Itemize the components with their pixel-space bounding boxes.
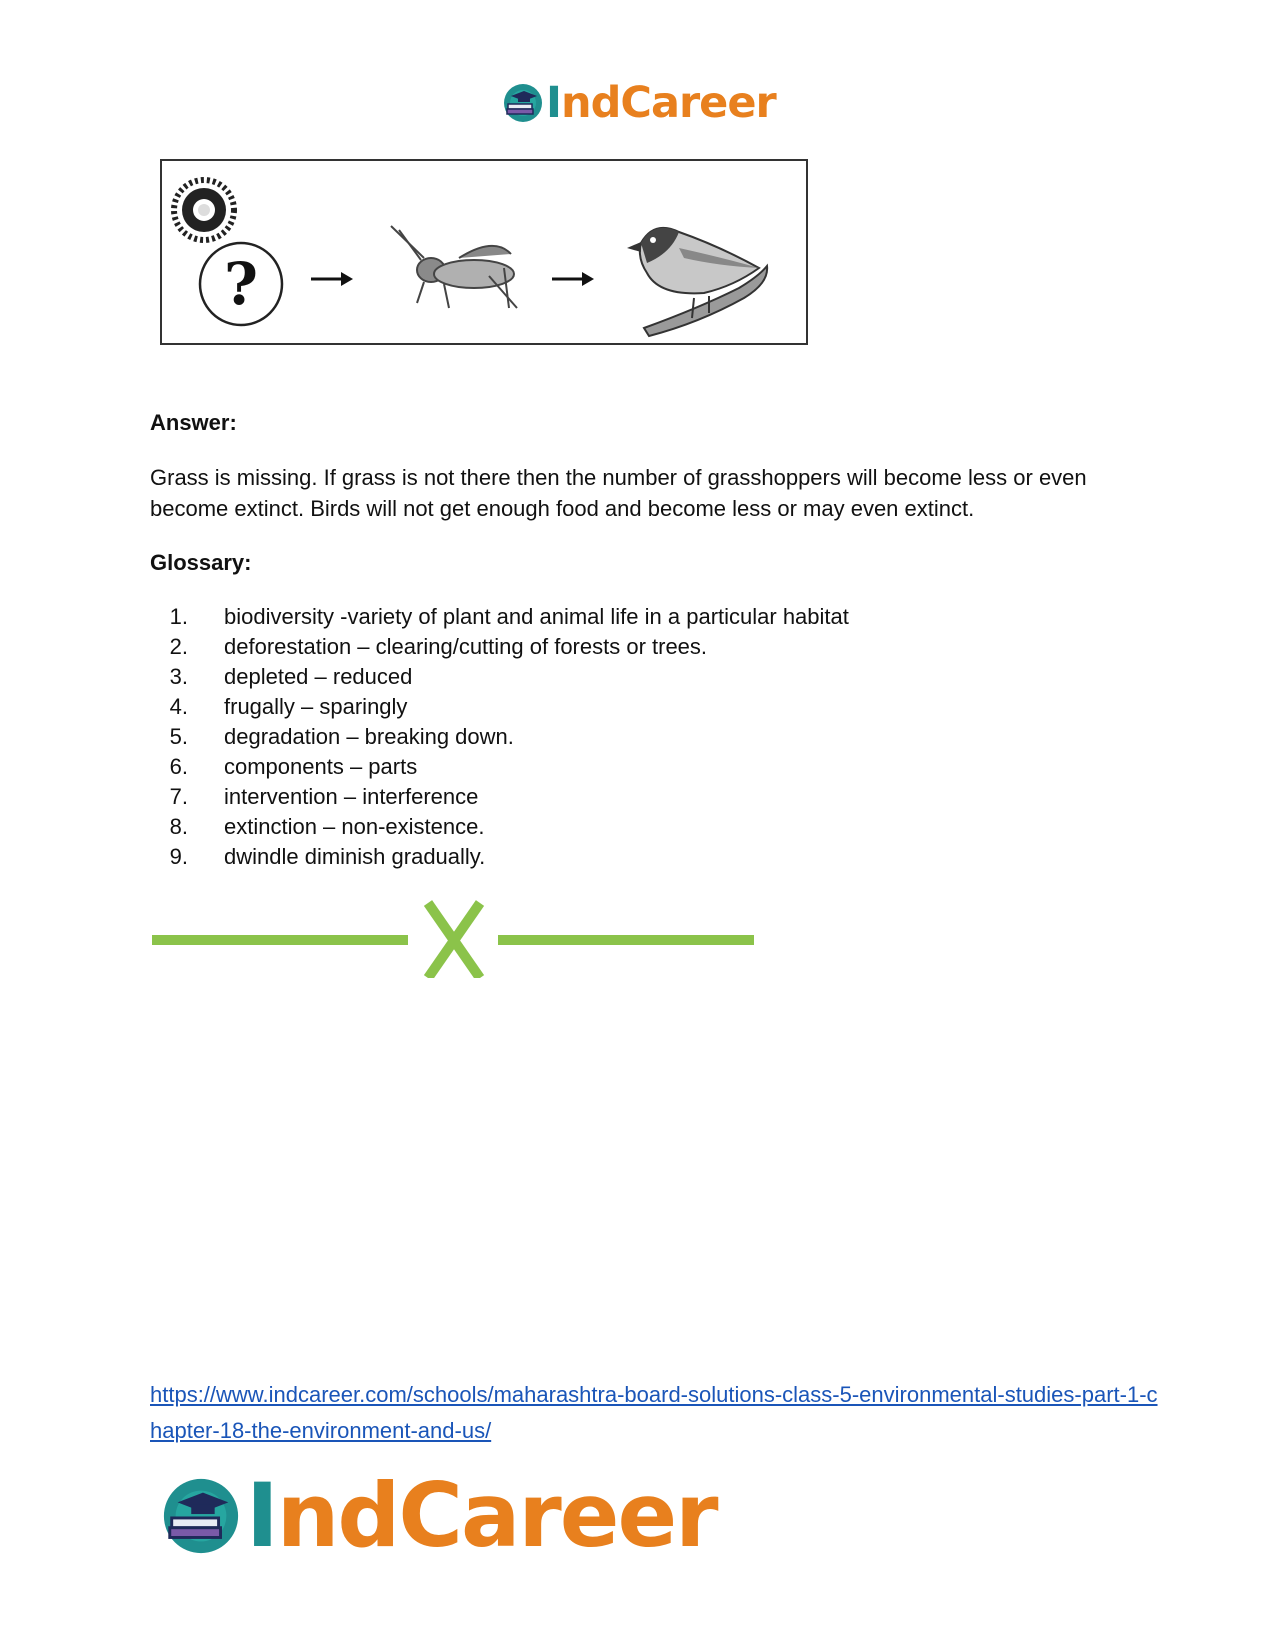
book-globe-icon: [160, 1475, 242, 1557]
list-item: 9. dwindle diminish gradually.: [169, 844, 486, 869]
glossary-list: [150, 602, 849, 872]
x-divider: [150, 898, 760, 978]
footer-logo: [160, 1464, 717, 1567]
answer-heading: Answer:: [150, 410, 237, 435]
list-item: 4. frugally – sparingly: [169, 694, 408, 719]
answer-text: Grass is missing. If grass is not there then the number of grasshoppers will become less or even become extinct. Birds will not get enough food and become less or may even extinct.: [150, 465, 1087, 521]
list-item: 8. extinction – non-existence.: [169, 814, 485, 839]
logo-text: IndCareer: [246, 1464, 717, 1567]
book-globe-icon: [502, 82, 544, 124]
source-link[interactable]: https://www.indcareer.com/schools/maharashtra-board-solutions-class-5-environmental-studies-part-1-chapter-18-the-environment-and-us/: [150, 1382, 1158, 1443]
logo-text: IndCareer: [546, 78, 776, 128]
list-item: 3. depleted – reduced: [169, 664, 413, 689]
list-item: 5. degradation – breaking down.: [169, 724, 514, 749]
food-chain-figure: [159, 158, 809, 348]
list-item: 1. biodiversity -variety of plant and animal life in a particular habitat: [169, 604, 849, 629]
question-mark: ?: [224, 250, 258, 318]
list-item: 7. intervention – interference: [169, 784, 479, 809]
glossary-heading: Glossary:: [150, 550, 252, 575]
header-logo: [502, 78, 776, 128]
list-item: 6. components – parts: [169, 754, 418, 779]
list-item: 2. deforestation – clearing/cutting of forests or trees.: [169, 634, 708, 659]
